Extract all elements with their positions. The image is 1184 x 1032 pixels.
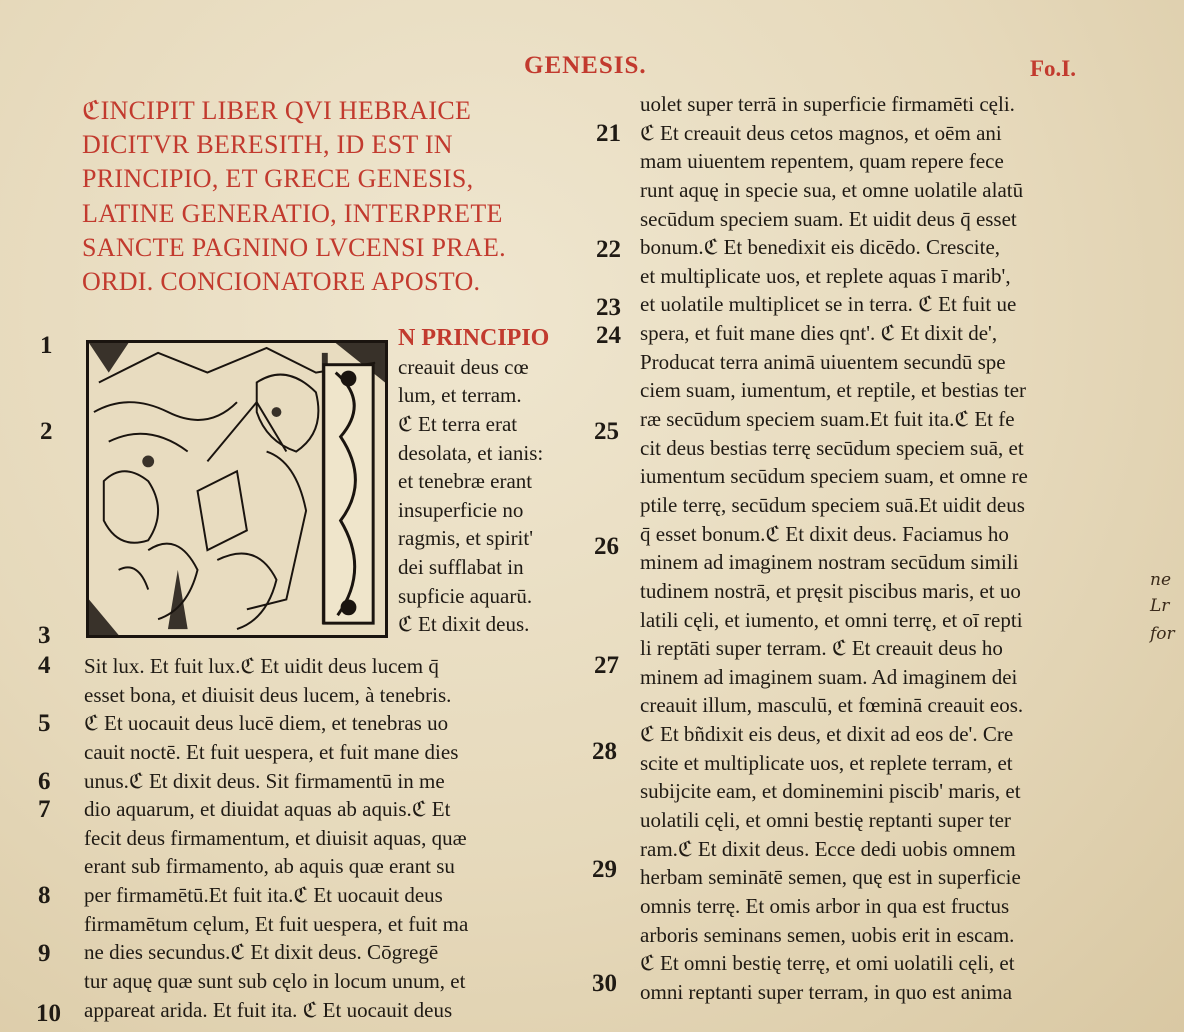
text-line: ræ secūdum speciem suam.Et fuit ita.ℭ Et fe (640, 407, 1015, 432)
verse-number: 8 (38, 882, 51, 909)
text-line: N PRINCIPIO (398, 325, 550, 351)
rubric-line: DICITVR BERESITH, ID EST IN (82, 130, 453, 160)
text-line: runt aquę in specie sua, et omne uolatile alatū (640, 177, 1024, 202)
text-line: tudinem nostrā, et pręsit piscibus maris, et uo (640, 578, 1021, 603)
text-line: li reptāti super terram. ℭ Et creauit deus ho (640, 636, 1003, 661)
text-line: iumentum secūdum speciem suam, et omne re (640, 464, 1028, 489)
text-line: creauit deus cœ (398, 354, 529, 379)
text-line: scite et multiplicate uos, et replete terram, et (640, 750, 1013, 775)
verse-number: 27 (594, 652, 619, 679)
text-line: subijcite eam, et dominemini piscib' maris, et (640, 779, 1021, 804)
text-line: desolata, et ianis: (398, 440, 544, 465)
verse-number: 25 (594, 418, 619, 445)
text-line: supficie aquarū. (398, 583, 533, 608)
text-line: arboris seminans semen, uobis erit in escam. (640, 922, 1015, 947)
text-line: omni reptanti super terram, in quo est anima (640, 979, 1013, 1004)
verse-number: 3 (38, 622, 51, 649)
rubric-line: ORDI. CONCIONATORE APOSTO. (82, 267, 481, 297)
text-line: et uolatile multiplicet se in terra. ℭ Et fuit ue (640, 292, 1017, 317)
verse-number: 4 (38, 652, 51, 679)
verse-number: 6 (38, 768, 51, 795)
text-line: minem ad imaginem nostram secūdum simili (640, 550, 1019, 575)
text-line: ℭ Et bñdixit eis deus, et dixit ad eos de'. Cre (640, 722, 1014, 747)
text-line: firmamētum cęlum, Et fuit uespera, et fuit ma (84, 911, 469, 936)
folio-number: Fo.I. (1030, 56, 1076, 81)
text-line: cauit noctē. Et fuit uespera, et fuit mane dies (84, 739, 459, 764)
text-line: Sit lux. Et fuit lux.ℭ Et uidit deus lucem q̄ (84, 654, 439, 678)
text-line: unus.ℭ Et dixit deus. Sit firmamentū in me (84, 768, 445, 793)
text-line: dio aquarum, et diuidat aquas ab aquis.ℭ Et (84, 797, 451, 822)
text-line: appareat arida. Et fuit ita. ℭ Et uocauit deus (84, 997, 453, 1022)
text-line: omnis terrę. Et omis arbor in qua est fructus (640, 893, 1010, 918)
text-line: spera, et fuit mane dies qnt'. ℭ Et dixit de', (640, 321, 998, 346)
verse-number: 1 (40, 332, 53, 359)
verse-number: 29 (592, 856, 617, 883)
text-line: q̄ esset bonum.ℭ Et dixit deus. Faciamus ho (640, 521, 1009, 546)
text-line: ℭ Et terra erat (398, 411, 518, 436)
verse-number: 21 (596, 120, 621, 147)
text-line: et multiplicate uos, et replete aquas ī marib', (640, 263, 1011, 288)
verse-number: 26 (594, 533, 619, 560)
rubric-line: LATINE GENERATIO, INTERPRETE (82, 198, 503, 228)
text-line: esset bona, et diuisit deus lucem, à tenebris. (84, 682, 452, 707)
text-line: ne dies secundus.ℭ Et dixit deus. Cōgregē (84, 940, 439, 965)
verse-number: 2 (40, 418, 53, 445)
text-line: uolet super terrā in superficie firmamēti cęli. (640, 92, 1015, 116)
verse-number: 30 (592, 970, 617, 997)
rubric-line: SANCTE PAGNINO LVCENSI PRAE. (82, 232, 506, 262)
text-line: minem ad imaginem suam. Ad imaginem dei (640, 664, 1018, 689)
right-text-column (640, 90, 1130, 1007)
verse-number: 28 (592, 738, 617, 765)
handwritten-margin-note: Lr (1150, 596, 1170, 616)
handwritten-margin-note: ne (1150, 570, 1172, 590)
incipit-rubric (82, 94, 562, 299)
text-line: ciem suam, iumentum, et reptile, et bestias ter (640, 378, 1027, 403)
text-line: fecit deus firmamentum, et diuisit aquas, quæ (84, 825, 467, 850)
verse-number: 22 (596, 236, 621, 263)
verse-number: 23 (596, 294, 621, 321)
text-line: ℭ Et creauit deus cetos magnos, et oēm ani (640, 120, 1002, 145)
text-line: herbam seminātē semen, quę est in superficie (640, 865, 1021, 890)
text-line: ptile terrę, secūdum speciem suā.Et uidit deus (640, 492, 1025, 517)
verse-number: 9 (38, 940, 51, 967)
text-line: et tenebræ erant (398, 469, 533, 494)
text-line: ram.ℭ Et dixit deus. Ecce dedi uobis omnem (640, 836, 1016, 861)
narrow-text-column (398, 324, 586, 639)
text-line: Producat terra animā uiuentem secundū spe (640, 349, 1006, 374)
handwritten-margin-note: for (1150, 624, 1175, 644)
woodcut-initial-illustration (86, 340, 388, 638)
text-line: ℭ Et omni bestię terrę, et omi uolatili cęli, et (640, 951, 1015, 976)
text-line: dei sufflabat in (398, 555, 524, 580)
text-line: insuperficie no (398, 497, 524, 522)
text-line: uolatili cęli, et omni bestię reptanti super ter (640, 808, 1011, 833)
text-line: ragmis, et spirit' (398, 526, 534, 551)
rubric-line: ℭINCIPIT LIBER QVI HEBRAICE (82, 96, 472, 125)
text-line: erant sub firmamento, ab aquis quæ erant su (84, 854, 455, 879)
text-line: per firmamētū.Et fuit ita.ℭ Et uocauit deus (84, 883, 443, 908)
text-line: mam uiuentem repentem, quam repere fece (640, 149, 1004, 174)
running-head-title: GENESIS. (524, 52, 647, 79)
text-line: creauit illum, masculū, et fœminā creauit eos. (640, 693, 1024, 718)
verse-number: 10 (36, 1000, 61, 1027)
text-line: latili cęli, et iumento, et omni terrę, et oī repti (640, 607, 1023, 632)
verse-number: 24 (596, 322, 621, 349)
text-line: lum, et terram. (398, 383, 522, 408)
text-line: bonum.ℭ Et benedixit eis dicēdo. Crescite, (640, 235, 1001, 260)
text-line: secūdum speciem suam. Et uidit deus q̄ esset (640, 206, 1017, 231)
rubric-line: PRINCIPIO, ET GRECE GENESIS, (82, 164, 474, 194)
text-line: ℭ Et dixit deus. (398, 612, 530, 637)
text-line: tur aquę quæ sunt sub cęlo in locum unum, et (84, 969, 466, 994)
text-line: ℭ Et uocauit deus lucē diem, et tenebras uo (84, 711, 449, 736)
verse-number: 7 (38, 796, 51, 823)
left-text-column (84, 652, 584, 1024)
text-line: cit deus bestias terrę secūdum speciem suā, et (640, 435, 1024, 460)
verse-number: 5 (38, 710, 51, 737)
